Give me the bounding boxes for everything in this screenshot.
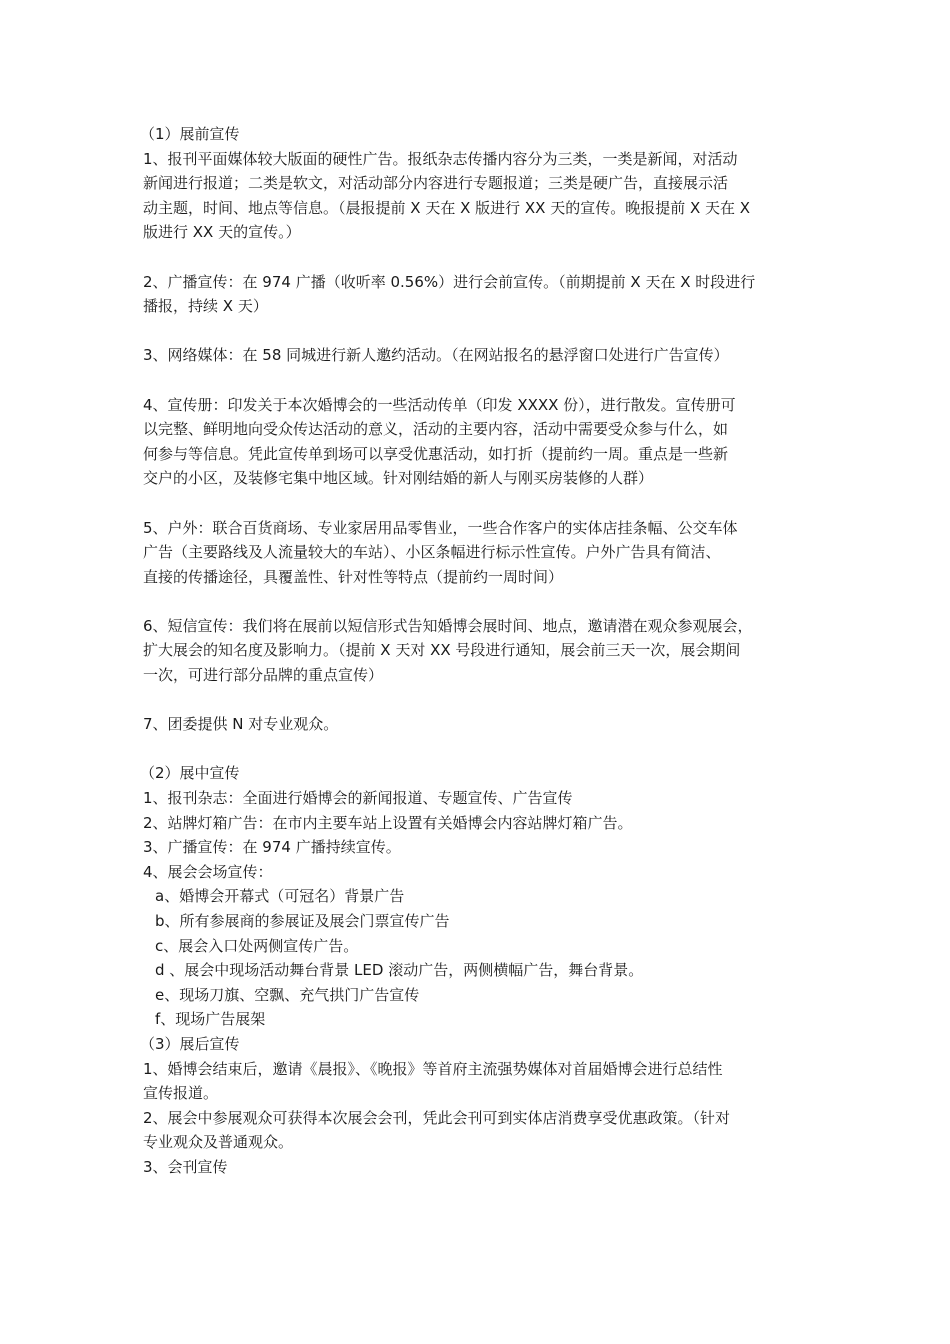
list-item: 1、报刊杂志：全面进行婚博会的新闻报道、专题宣传、广告宣传	[143, 789, 573, 808]
text-line: 交户的小区，及装修宅集中地区域。针对刚结婚的新人与刚买房装修的人群）	[143, 469, 654, 488]
list-item: 4、展会会场宣传：	[143, 862, 273, 881]
text-line: 6、短信宣传：我们将在展前以短信形式告知婚博会展时间、地点，邀请潜在观众参观展会，	[143, 616, 753, 635]
text-line: 1、婚博会结束后，邀请《晨报》、《晚报》等首府主流强势媒体对首届婚博会进行总结性	[143, 1059, 723, 1078]
sub-list-item: c、展会入口处两侧宣传广告。	[155, 936, 359, 955]
paragraph-outdoor	[143, 516, 815, 590]
text-line: 宣传报道。	[143, 1084, 219, 1103]
text-line: 2、广播宣传：在 974 广播（收听率 0.56%）进行会前宣传。（前期提前 X 天在 X 时段进行	[143, 272, 756, 291]
text-line: 专业观众及普通观众。	[143, 1133, 294, 1152]
text-line: 新闻进行报道；二类是软文，对活动部分内容进行专题报道；三类是硬广告，直接展示活	[143, 174, 729, 193]
document-body	[140, 122, 815, 1180]
text-line: 7、团委提供 N 对专业观众。	[143, 715, 339, 734]
paragraph-print-media	[143, 147, 815, 245]
list-item: 3、广播宣传：在 974 广播持续宣传。	[143, 838, 401, 857]
text-line: 动主题，时间、地点等信息。（晨报提前 X 天在 X 版进行 XX 天的宣传。晚报提前 X 天在 X	[143, 198, 751, 217]
paragraph-brochure	[143, 393, 815, 491]
sub-list-item: b、所有参展商的参展证及展会门票宣传广告	[155, 912, 450, 930]
blank-line	[143, 589, 815, 614]
text-line: 4、宣传册：印发关于本次婚博会的一些活动传单（印发 XXXX 份），进行散发。宣传册可	[143, 395, 736, 414]
section-heading-during-exhibition: （2）展中宣传	[140, 764, 240, 783]
sub-list-item: f、现场广告展架	[155, 1010, 266, 1029]
text-line: 扩大展会的知名度及影响力。（提前 X 天对 XX 号段进行通知，展会前三天一次，展会期间	[143, 641, 741, 660]
text-line: 播报，持续 X 天）	[143, 297, 268, 316]
text-line: 版进行 XX 天的宣传。）	[143, 223, 301, 242]
text-line: 3、会刊宣传	[143, 1157, 228, 1176]
blank-line	[143, 368, 815, 393]
text-line: 1、报刊平面媒体较大版面的硬性广告。报纸杂志传播内容分为三类，一类是新闻，对活动	[143, 149, 738, 168]
sub-list-item: a、婚博会开幕式（可冠名）背景广告	[155, 887, 405, 906]
section-heading-post-exhibition: （3）展后宣传	[140, 1034, 240, 1053]
blank-line	[143, 319, 815, 344]
sub-list-item: d 、展会中现场活动舞台背景 LED 滚动广告，两侧横幅广告，舞台背景。	[155, 961, 644, 980]
text-line: 何参与等信息。凭此宣传单到场可以享受优惠活动，如打折（提前约一周。重点是一些新	[143, 444, 729, 463]
section-heading-pre-exhibition: （1）展前宣传	[140, 125, 240, 143]
paragraph-sms	[143, 614, 815, 688]
text-line: 2、展会中参展观众可获得本次展会会刊，凭此会刊可到实体店消费享受优惠政策。（针对	[143, 1108, 731, 1127]
text-line: 直接的传播途径，具覆盖性、针对性等特点（提前约一周时间）	[143, 567, 564, 586]
text-line: 一次，可进行部分品牌的重点宣传）	[143, 666, 384, 685]
list-item: 2、站牌灯箱广告：在市内主要车站上设置有关婚博会内容站牌灯箱广告。	[143, 813, 633, 832]
blank-line	[143, 737, 815, 762]
text-line: 广告（主要路线及人流量较大的车站）、小区条幅进行标示性宣传。户外广告具有简洁、	[143, 543, 721, 562]
blank-line	[143, 491, 815, 516]
text-line: 5、户外：联合百货商场、专业家居用品零售业，一些合作客户的实体店挂条幅、公交车体	[143, 518, 738, 537]
blank-line	[143, 688, 815, 713]
sub-list-item: e、现场刀旗、空飘、充气拱门广告宣传	[155, 985, 420, 1004]
text-line: 3、网络媒体：在 58 同城进行新人邀约活动。（在网站报名的悬浮窗口处进行广告宣传）	[143, 346, 729, 365]
text-line: 以完整、鲜明地向受众传达活动的意义，活动的主要内容，活动中需要受众参与什么，如	[143, 420, 729, 439]
paragraph-online-media	[143, 343, 815, 368]
paragraph-youth-league	[143, 712, 815, 737]
blank-line	[143, 245, 815, 270]
paragraph-radio	[143, 270, 815, 319]
